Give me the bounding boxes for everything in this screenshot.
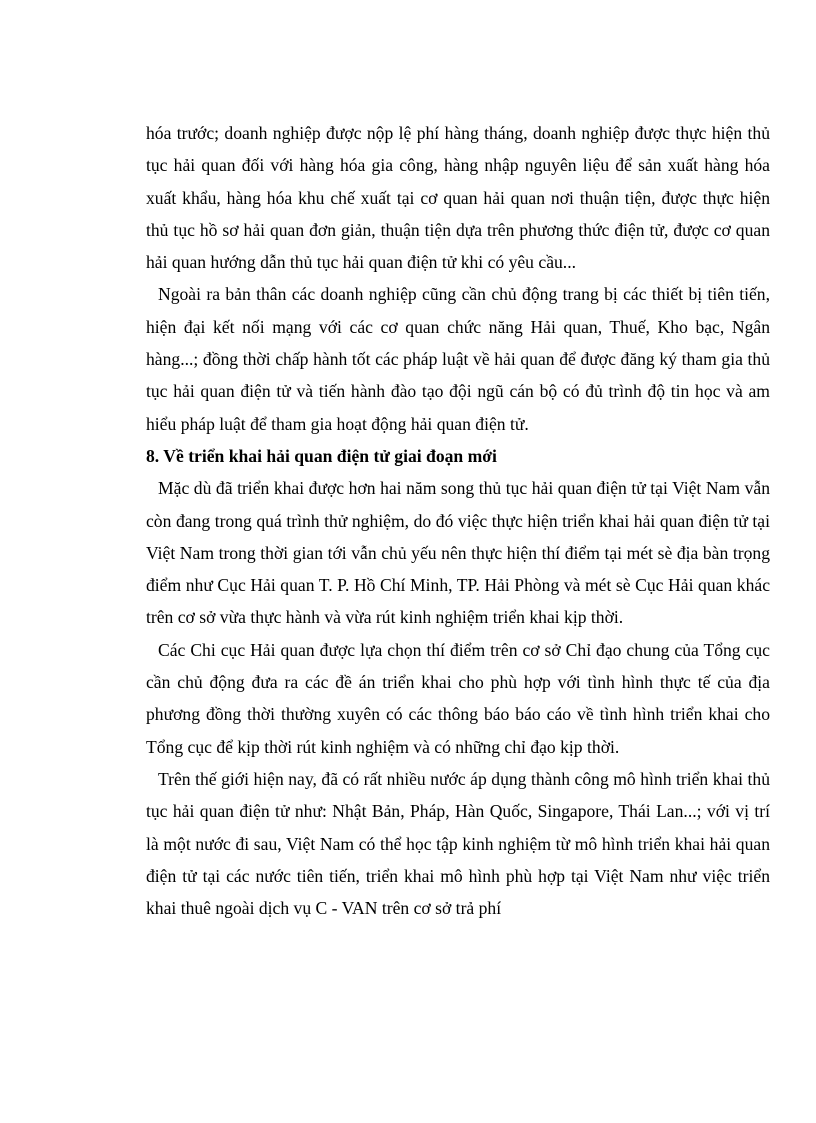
section-heading: 8. Về triển khai hải quan điện tử giai đoạn mới xyxy=(146,445,497,466)
paragraph-continued: hóa trước; doanh nghiệp được nộp lệ phí hàng tháng, doanh nghiệp được thực hiện thủ tục hải quan đối với hàng hóa gia công, hàng nhập nguyên liệu để sản xuất hàng hóa xuất khẩu, hàng hóa khu chế xuất tại cơ quan hải quan nơi thuận tiện, được thực hiện thủ tục hồ sơ hải quan đơn giản, thuận tiện dựa trên phương thức điện tử, được cơ quan hải quan hướng dẫn thủ tục hải quan điện tử khi có yêu cầu... xyxy=(146,123,770,273)
document-page xyxy=(146,117,770,924)
paragraph-international-experience: Trên thế giới hiện nay, đã có rất nhiều nước áp dụng thành công mô hình triển khai thủ tục hải quan điện tử như: Nhật Bản, Pháp, Hàn Quốc, Singapore, Thái Lan...; với vị trí là một nước đi sau, Việt Nam có thể học tập kinh nghiệm từ mô hình triển khai hải quan điện tử tại các nước tiên tiến, triển khai mô hình phù hợp tại Việt Nam như việc triển khai thuê ngoài dịch vụ C - VAN trên cơ sở trả phí xyxy=(146,768,770,919)
paragraph-enterprise-preparation: Ngoài ra bản thân các doanh nghiệp cũng cần chủ động trang bị các thiết bị tiên tiến, hiện đại kết nối mạng với các cơ quan chức năng Hải quan, Thuế, Kho bạc, Ngân hàng...; đồng thời chấp hành tốt các pháp luật về hải quan để được đăng ký tham gia thủ tục hải quan điện tử và tiến hành đào tạo đội ngũ cán bộ có đủ trình độ tin học và am hiểu pháp luật để tham gia hoạt động hải quan điện tử. xyxy=(146,284,770,434)
paragraph-pilot-deployment: Mặc dù đã triển khai được hơn hai năm song thủ tục hải quan điện tử tại Việt Nam vẫn còn đang trong quá trình thử nghiệm, do đó việc thực hiện triển khai hải quan điện tử tại Việt Nam trong thời gian tới vẫn chủ yếu nên thực hiện thí điểm tại mét sè địa bàn trọng điểm như Cục Hải quan T. P. Hồ Chí Minh, TP. Hải Phòng và mét sè Cục Hải quan khác trên cơ sở vừa thực hành và vừa rút kinh nghiệm triển khai kịp thời. xyxy=(146,478,770,628)
paragraph-branch-offices: Các Chi cục Hải quan được lựa chọn thí điểm trên cơ sở Chỉ đạo chung của Tổng cục cần chủ động đưa ra các đề án triển khai cho phù hợp với tình hình thực tế của địa phương đồng thời thường xuyên có các thông báo báo cáo về tình hình triển khai cho Tổng cục để kịp thời rút kinh nghiệm và có những chỉ đạo kịp thời. xyxy=(146,639,770,757)
